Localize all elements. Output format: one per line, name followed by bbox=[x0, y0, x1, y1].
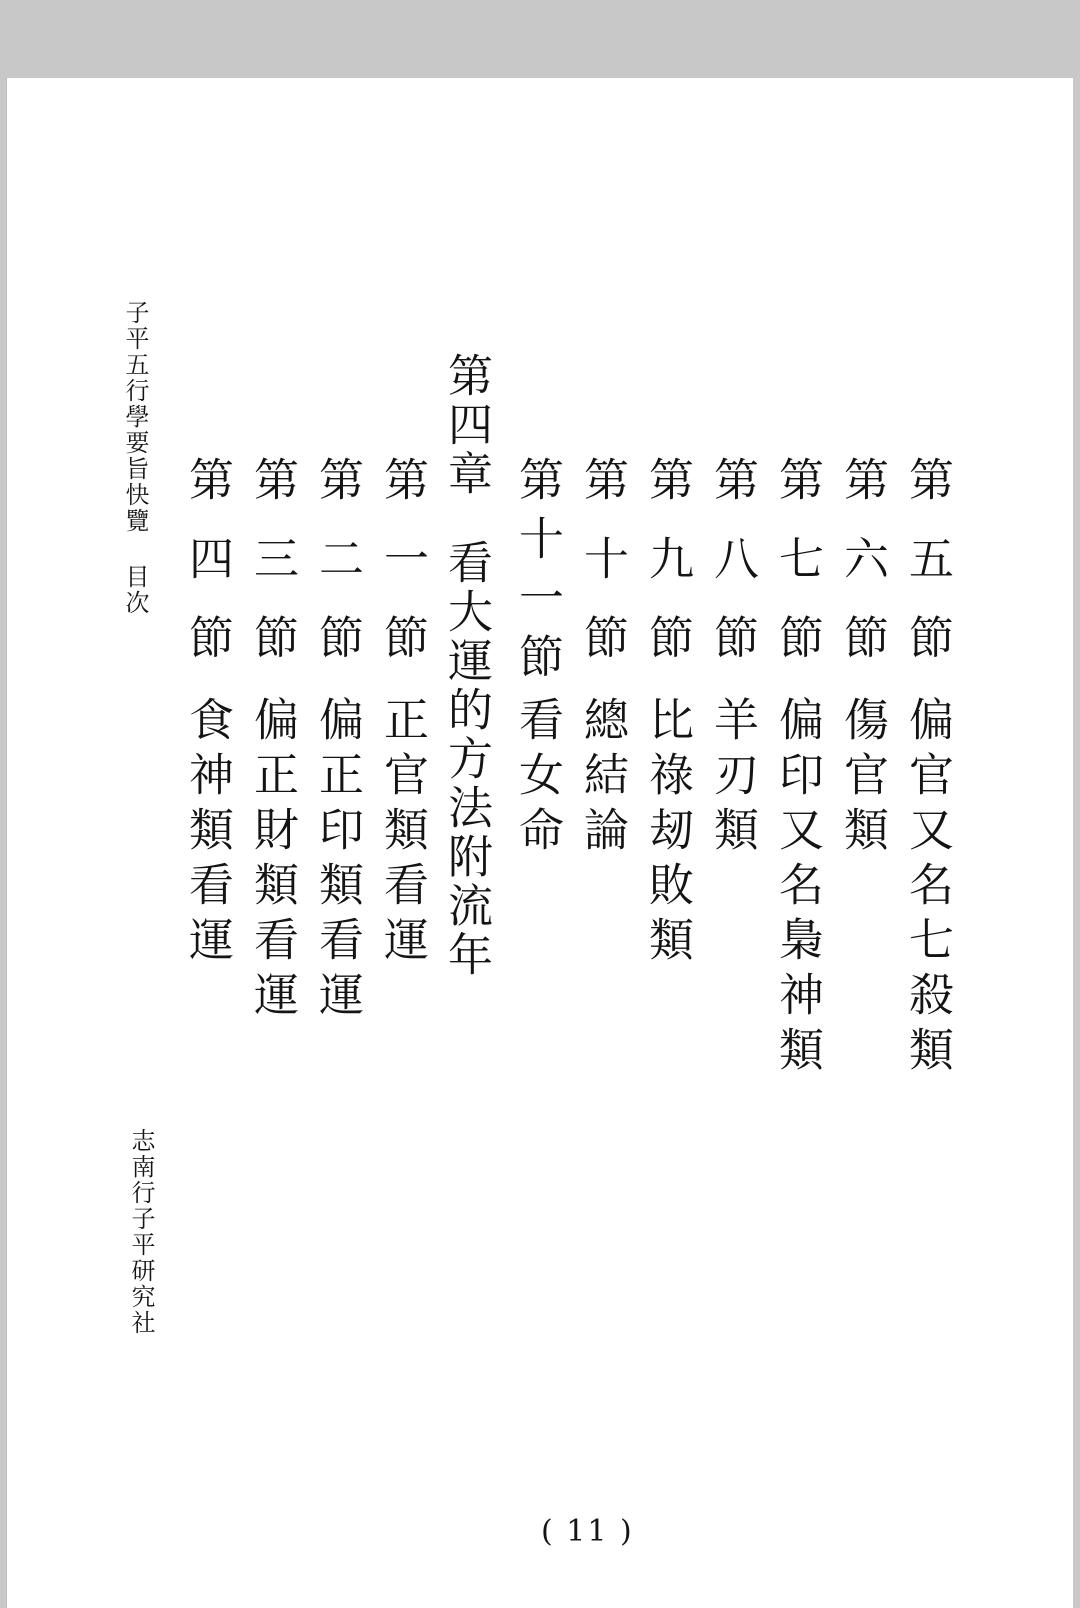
section-label: 目次 bbox=[121, 564, 149, 616]
section-number: 第六節 bbox=[836, 456, 889, 693]
toc-entry-ch4-sec1 bbox=[375, 456, 429, 971]
toc-entry-sec10 bbox=[575, 456, 629, 861]
toc-entry-sec9 bbox=[640, 456, 694, 971]
section-title: 食神類看運 bbox=[181, 696, 234, 971]
section-number: 第二節 bbox=[311, 456, 364, 693]
section-title: 偏正印類看運 bbox=[311, 696, 364, 1026]
chapter-number: 第四章 bbox=[440, 352, 493, 499]
section-title: 總結論 bbox=[576, 696, 629, 861]
running-header bbox=[119, 300, 147, 616]
toc-entry-sec7 bbox=[770, 456, 824, 1081]
section-number: 第五節 bbox=[901, 456, 954, 693]
toc-chapter-4 bbox=[439, 352, 493, 980]
toc-entry-sec8 bbox=[705, 456, 759, 861]
section-number: 第一節 bbox=[376, 456, 429, 693]
section-number: 第八節 bbox=[706, 456, 759, 693]
toc-entry-ch4-sec4 bbox=[180, 456, 234, 971]
section-title: 看女命 bbox=[511, 696, 564, 861]
page-number: ( 11 ) bbox=[541, 1514, 634, 1549]
section-number: 第十節 bbox=[576, 456, 629, 693]
section-number: 第三節 bbox=[246, 456, 299, 693]
toc-entry-sec6 bbox=[835, 456, 889, 861]
section-title: 傷官類 bbox=[836, 696, 889, 861]
section-number: 第九節 bbox=[641, 456, 694, 693]
toc-entry-ch4-sec3 bbox=[245, 456, 299, 1026]
section-title: 偏正財類看運 bbox=[246, 696, 299, 1026]
publisher-imprint: 志南行子平研究社 bbox=[127, 1128, 155, 1336]
section-number: 第十一節 bbox=[511, 456, 564, 692]
section-title: 偏印又名梟神類 bbox=[771, 696, 824, 1081]
section-title: 羊刃類 bbox=[706, 696, 759, 861]
toc-entry-ch4-sec2 bbox=[310, 456, 364, 1026]
toc-entry-sec11 bbox=[510, 456, 564, 861]
section-title: 比祿刼敗類 bbox=[641, 696, 694, 971]
toc-entry-sec5 bbox=[900, 456, 954, 1081]
chapter-title: 看大運的方法附流年 bbox=[440, 539, 493, 980]
section-number: 第七節 bbox=[771, 456, 824, 693]
book-title: 子平五行學要旨快覽 bbox=[121, 300, 149, 534]
section-number: 第四節 bbox=[181, 456, 234, 693]
document-page bbox=[6, 78, 1073, 1608]
section-title: 偏官又名七殺類 bbox=[901, 696, 954, 1081]
section-title: 正官類看運 bbox=[376, 696, 429, 971]
